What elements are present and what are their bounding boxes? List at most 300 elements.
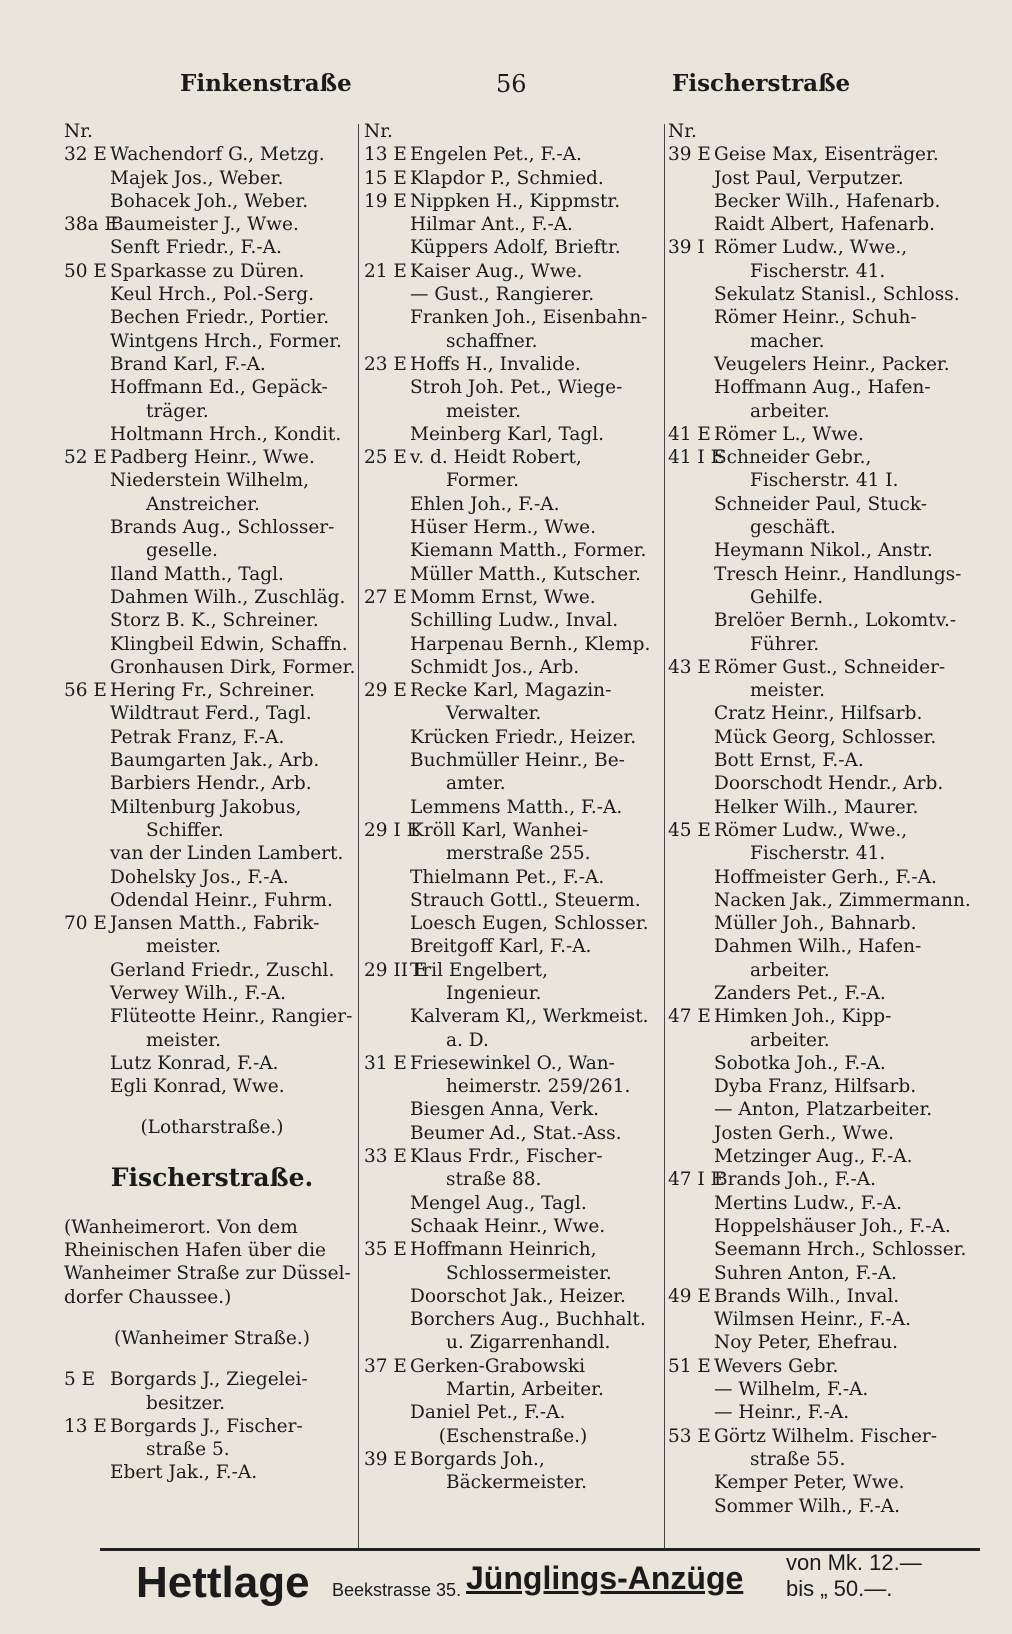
directory-entry — [64, 656, 360, 679]
directory-entry — [668, 190, 984, 213]
directory-entry — [668, 679, 984, 702]
entry-text: Ehlen Joh., F.-A. — [410, 493, 560, 515]
directory-entry — [364, 1029, 662, 1052]
house-number: 33 E — [364, 1146, 407, 1168]
entry-text: Suhren Anton, F.-A. — [714, 1262, 897, 1284]
house-number: 49 E — [668, 1285, 711, 1307]
entry-text: Borgards J., Ziegelei- — [110, 1369, 308, 1391]
entry-text: geschäft. — [750, 517, 836, 539]
entry-text: Dohelsky Jos., F.-A. — [110, 866, 289, 888]
directory-entry — [668, 749, 984, 772]
entry-text: Cratz Heinr., Hilfsarb. — [714, 703, 923, 725]
house-number: 25 E — [364, 447, 407, 469]
directory-entry — [64, 1415, 360, 1438]
directory-entry — [668, 1238, 984, 1261]
entry-text: Wildtraut Ferd., Tagl. — [110, 703, 312, 725]
directory-entry — [364, 1075, 662, 1098]
directory-entry — [668, 842, 984, 865]
entry-text: Klingbeil Edwin, Schaffn. — [110, 633, 348, 655]
spacer — [64, 1140, 360, 1158]
directory-entry — [668, 959, 984, 982]
entry-text: Klaus Frdr., Fischer- — [410, 1146, 603, 1168]
entry-text: Biesgen Anna, Verk. — [410, 1099, 600, 1121]
spacer — [64, 1350, 360, 1368]
entry-text: Padberg Heinr., Wwe. — [110, 447, 315, 469]
directory-entry — [364, 633, 662, 656]
directory-entry — [668, 306, 984, 329]
entry-text: Brands Aug., Schlosser- — [110, 517, 335, 539]
directory-entry — [64, 400, 360, 423]
directory-entry — [668, 726, 984, 749]
entry-text: Hüser Herm., Wwe. — [410, 517, 597, 539]
entry-text: Flüteotte Heinr., Rangier- — [110, 1006, 353, 1028]
entry-text: Former. — [446, 470, 519, 492]
directory-entry — [364, 190, 662, 213]
ad-price-to: bis „ 50.—. — [786, 1576, 893, 1601]
entry-text: Martin, Arbeiter. — [446, 1379, 604, 1401]
house-number: 38a E — [64, 214, 118, 236]
entry-text: Lutz Konrad, F.-A. — [110, 1052, 279, 1074]
entry-text: Storz B. K., Schreiner. — [110, 610, 319, 632]
entry-text: Himken Joh., Kipp- — [714, 1006, 892, 1028]
entry-text: Fischerstr. 41. — [750, 260, 886, 282]
directory-entry — [64, 236, 360, 259]
entry-text: geselle. — [146, 540, 218, 562]
entry-text: Führer. — [750, 633, 820, 655]
entry-text: Zanders Pet., F.-A. — [714, 982, 886, 1004]
entry-text: (Lotharstraße.) — [140, 1117, 284, 1139]
entry-text: Verwey Wilh., F.-A. — [110, 982, 286, 1004]
directory-entry — [668, 1331, 984, 1354]
directory-entry — [364, 1448, 662, 1471]
directory-entry — [64, 1438, 360, 1461]
entry-text: Brelöer Bernh., Lokomtv.- — [714, 610, 957, 632]
entry-text: Wintgens Hrch., Former. — [110, 330, 342, 352]
directory-entry — [668, 353, 984, 376]
house-number: 29 I E — [364, 819, 421, 841]
directory-entry — [364, 1005, 662, 1028]
directory-entry — [668, 236, 984, 259]
directory-entry — [668, 213, 984, 236]
entry-text: arbeiter. — [750, 959, 830, 981]
entry-text: Römer L., Wwe. — [714, 423, 864, 445]
directory-entry — [364, 283, 662, 306]
entry-text: u. Zigarrenhandl. — [446, 1332, 611, 1354]
directory-entry — [668, 1005, 984, 1028]
directory-entry — [364, 167, 662, 190]
entry-text: Jansen Matth., Fabrik- — [110, 913, 320, 935]
entry-text: — Anton, Platzarbeiter. — [714, 1099, 933, 1121]
entry-text: Majek Jos., Weber. — [110, 167, 284, 189]
entry-text: Wevers Gebr. — [714, 1355, 839, 1377]
directory-entry — [364, 400, 662, 423]
column-divider — [664, 124, 665, 1549]
house-number: 47 I E — [668, 1169, 725, 1191]
entry-text: meister. — [750, 680, 825, 702]
house-number: 23 E — [364, 353, 407, 375]
entry-text: Iland Matth., Tagl. — [110, 563, 284, 585]
entry-text: Gehilfe. — [750, 586, 824, 608]
entry-text: Hilmar Ant., F.-A. — [410, 214, 573, 236]
entry-text: Brands Joh., F.-A. — [714, 1169, 877, 1191]
directory-entry — [668, 516, 984, 539]
directory-entry — [64, 469, 360, 492]
entry-text: merstraße 255. — [446, 843, 591, 865]
directory-entry — [364, 959, 662, 982]
directory-entry — [364, 1285, 662, 1308]
entry-text: Schiffer. — [146, 819, 224, 841]
directory-column-1 — [64, 120, 360, 1485]
house-number: 70 E — [64, 913, 107, 935]
street-divider — [364, 1425, 662, 1448]
house-number: 50 E — [64, 260, 107, 282]
directory-entry — [364, 236, 662, 259]
entry-text: Wachendorf G., Metzg. — [110, 144, 325, 166]
entry-text: Hoffmann Heinrich, — [410, 1239, 597, 1261]
entry-text: Raidt Albert, Hafenarb. — [714, 214, 936, 236]
entry-text: Tresch Heinr., Handlungs- — [714, 563, 962, 585]
house-number: 51 E — [668, 1355, 711, 1377]
directory-entry — [64, 866, 360, 889]
entry-text: Ingenieur. — [446, 982, 542, 1004]
directory-entry — [364, 1331, 662, 1354]
directory-entry — [364, 563, 662, 586]
house-number: 29 E — [364, 680, 407, 702]
entry-text: Schneider Paul, Stuck- — [714, 493, 928, 515]
directory-entry — [64, 1075, 360, 1098]
directory-entry — [364, 1238, 662, 1261]
entry-text: Borgards Joh., — [410, 1448, 545, 1470]
entry-text: Loesch Eugen, Schlosser. — [410, 913, 649, 935]
entry-text: besitzer. — [146, 1392, 226, 1414]
directory-entry — [64, 1368, 360, 1391]
entry-text: amter. — [446, 773, 506, 795]
directory-entry — [64, 167, 360, 190]
directory-entry — [64, 1392, 360, 1415]
directory-entry — [364, 1052, 662, 1075]
entry-text: Miltenburg Jakobus, — [110, 796, 302, 818]
entry-text: Gerken-Grabowski — [410, 1355, 585, 1377]
house-number: 5 E — [64, 1369, 96, 1391]
entry-text: Doorschot Jak., Heizer. — [410, 1285, 626, 1307]
directory-entry — [668, 772, 984, 795]
header-left-street: Finkenstraße — [180, 70, 352, 97]
entry-text: Breitgoff Karl, F.-A. — [410, 936, 592, 958]
entry-text: Senft Friedr., F.-A. — [110, 237, 282, 259]
entry-text: Daniel Pet., F.-A. — [410, 1402, 566, 1424]
directory-entry — [364, 353, 662, 376]
directory-entry — [64, 912, 360, 935]
entry-text: Hoppelshäuser Joh., F.-A. — [714, 1215, 951, 1237]
entry-text: Seemann Hrch., Schlosser. — [714, 1239, 967, 1261]
directory-entry — [668, 796, 984, 819]
entry-text: Schmidt Jos., Arb. — [410, 656, 580, 678]
entry-text: Hoffmann Ed., Gepäck- — [110, 377, 328, 399]
directory-entry — [364, 726, 662, 749]
directory-entry — [364, 912, 662, 935]
entry-text: Kaiser Aug., Wwe. — [410, 260, 583, 282]
spacer — [64, 1098, 360, 1116]
directory-entry — [64, 982, 360, 1005]
directory-entry — [364, 1168, 662, 1191]
directory-entry — [668, 935, 984, 958]
house-number: 41 E — [668, 423, 711, 445]
directory-entry — [668, 469, 984, 492]
directory-entry — [364, 1401, 662, 1424]
entry-text: Buchmüller Heinr., Be- — [410, 750, 625, 772]
entry-text: Friesewinkel O., Wan- — [410, 1052, 615, 1074]
entry-text: Brand Karl, F.-A. — [110, 353, 266, 375]
directory-entry — [64, 190, 360, 213]
entry-text: Bohacek Joh., Weber. — [110, 190, 309, 212]
entry-text: Fischerstr. 41 I. — [750, 470, 899, 492]
directory-column-3 — [668, 120, 984, 1518]
entry-text: Kröll Karl, Wanhei- — [410, 819, 589, 841]
directory-entry — [668, 120, 984, 143]
entry-text: Holtmann Hrch., Kondit. — [110, 423, 342, 445]
directory-entry — [64, 1286, 360, 1309]
page-header — [0, 70, 1012, 110]
directory-entry — [64, 842, 360, 865]
directory-entry — [64, 749, 360, 772]
directory-entry — [64, 796, 360, 819]
directory-entry — [364, 469, 662, 492]
entry-text: (Wanheimerort. Von dem — [64, 1216, 298, 1238]
entry-text: Bechen Friedr., Portier. — [110, 307, 330, 329]
directory-entry — [668, 702, 984, 725]
entry-text: v. d. Heidt Robert, — [410, 447, 582, 469]
ad-slogan: Jünglings-Anzüge — [466, 1560, 744, 1596]
entry-text: Mengel Aug., Tagl. — [410, 1192, 587, 1214]
house-number: Nr. — [668, 121, 697, 142]
entry-text: arbeiter. — [750, 1029, 830, 1051]
directory-entry — [64, 633, 360, 656]
entry-text: Sobotka Joh., F.-A. — [714, 1052, 886, 1074]
street-divider — [64, 1116, 360, 1139]
entry-text: Geise Max, Eisenträger. — [714, 144, 939, 166]
entry-text: Sommer Wilh., F.-A. — [714, 1495, 900, 1517]
directory-entry — [364, 376, 662, 399]
house-number: 32 E — [64, 144, 107, 166]
entry-text: Schaak Heinr., Wwe. — [410, 1215, 606, 1237]
entry-text: Mertins Ludw., F.-A. — [714, 1192, 903, 1214]
entry-text: schaffner. — [446, 330, 538, 352]
entry-text: Hoffs H., Invalide. — [410, 353, 581, 375]
directory-entry — [64, 1461, 360, 1484]
directory-entry — [668, 400, 984, 423]
directory-entry — [64, 446, 360, 469]
entry-text: Barbiers Hendr., Arb. — [110, 773, 312, 795]
entry-text: Lemmens Matth., F.-A. — [410, 796, 623, 818]
directory-entry — [64, 143, 360, 166]
entry-text: Petrak Franz, F.-A. — [110, 726, 285, 748]
entry-text: Brands Wilh., Inval. — [714, 1285, 900, 1307]
house-number: 29 II E — [364, 959, 428, 981]
entry-text: Wilmsen Heinr., F.-A. — [714, 1309, 911, 1331]
directory-entry — [668, 609, 984, 632]
house-number: 37 E — [364, 1355, 407, 1377]
directory-entry — [364, 702, 662, 725]
directory-entry — [668, 1075, 984, 1098]
entry-text: Jost Paul, Verputzer. — [714, 167, 904, 189]
directory-entry — [64, 1262, 360, 1285]
directory-entry — [64, 586, 360, 609]
entry-text: Ebert Jak., F.-A. — [110, 1462, 258, 1484]
directory-entry — [668, 493, 984, 516]
directory-entry — [364, 306, 662, 329]
entry-text: van der Linden Lambert. — [110, 843, 344, 865]
entry-text: Verwalter. — [446, 703, 542, 725]
directory-entry — [668, 423, 984, 446]
directory-entry — [364, 213, 662, 236]
entry-text: — Gust., Rangierer. — [410, 284, 595, 306]
entry-text: Meinberg Karl, Tagl. — [410, 423, 605, 445]
directory-entry — [364, 1215, 662, 1238]
directory-entry — [668, 912, 984, 935]
entry-text: Bäckermeister. — [446, 1472, 587, 1494]
directory-entry — [668, 866, 984, 889]
house-number: 56 E — [64, 680, 107, 702]
directory-entry — [364, 842, 662, 865]
advertisement-banner — [100, 1550, 980, 1620]
directory-entry — [64, 889, 360, 912]
directory-entry — [364, 866, 662, 889]
entry-text: Müller Matth., Kutscher. — [410, 563, 641, 585]
house-number: 21 E — [364, 260, 407, 282]
entry-text: Sekulatz Stanisl., Schloss. — [714, 284, 960, 306]
directory-entry — [364, 423, 662, 446]
house-number: 39 E — [364, 1448, 407, 1470]
house-number: 39 E — [668, 144, 711, 166]
directory-entry — [64, 772, 360, 795]
directory-entry — [668, 376, 984, 399]
directory-column-2 — [364, 120, 662, 1495]
house-number: 19 E — [364, 190, 407, 212]
entry-text: Bott Ernst, F.-A. — [714, 750, 864, 772]
entry-text: Hoffmeister Gerh., F.-A. — [714, 866, 937, 888]
directory-entry — [668, 1285, 984, 1308]
entry-text: Heymann Nikol., Anstr. — [714, 540, 933, 562]
directory-entry — [64, 1052, 360, 1075]
entry-text: Römer Heinr., Schuh- — [714, 307, 917, 329]
entry-text: meister. — [146, 1029, 221, 1051]
directory-entry — [668, 1145, 984, 1168]
directory-entry — [668, 1098, 984, 1121]
entry-text: straße 5. — [146, 1439, 230, 1461]
ad-price-from: von Mk. 12.— — [786, 1550, 922, 1575]
directory-entry — [64, 819, 360, 842]
directory-entry — [364, 260, 662, 283]
directory-entry — [668, 283, 984, 306]
directory-entry — [64, 609, 360, 632]
directory-entry — [364, 749, 662, 772]
entry-text: Metzinger Aug., F.-A. — [714, 1146, 913, 1168]
spacer — [64, 1309, 360, 1327]
entry-text: Römer Ludw., Wwe., — [714, 819, 908, 841]
directory-entry — [668, 563, 984, 586]
directory-entry — [668, 1308, 984, 1331]
entry-text: — Heinr., F.-A. — [714, 1402, 850, 1424]
entry-text: Dyba Franz, Hilfsarb. — [714, 1076, 917, 1098]
entry-text: Recke Karl, Magazin- — [410, 680, 612, 702]
house-number: 31 E — [364, 1052, 407, 1074]
entry-text: Kiemann Matth., Former. — [410, 540, 647, 562]
entry-text: a. D. — [446, 1029, 489, 1051]
entry-text: Hoffmann Aug., Hafen- — [714, 377, 931, 399]
directory-entry — [364, 796, 662, 819]
directory-entry — [64, 353, 360, 376]
directory-entry — [64, 563, 360, 586]
directory-entry — [364, 772, 662, 795]
directory-entry — [668, 1029, 984, 1052]
directory-entry — [364, 1192, 662, 1215]
directory-entry — [64, 726, 360, 749]
directory-entry — [364, 1308, 662, 1331]
entry-text: Helker Wilh., Maurer. — [714, 796, 919, 818]
entry-text: Tril Engelbert, — [410, 959, 548, 981]
directory-entry — [64, 120, 360, 143]
directory-entry — [668, 167, 984, 190]
entry-text: Niederstein Wilhelm, — [110, 470, 310, 492]
directory-entry — [364, 1262, 662, 1285]
ad-brand: Hettlage — [136, 1558, 310, 1607]
entry-text: Rheinischen Hafen über die — [64, 1240, 326, 1262]
page-number: 56 — [496, 70, 527, 98]
entry-text: — Wilhelm, F.-A. — [714, 1379, 869, 1401]
directory-entry — [64, 330, 360, 353]
entry-text: Keul Hrch., Pol.-Serg. — [110, 284, 314, 306]
entry-text: Görtz Wilhelm. Fischer- — [714, 1425, 937, 1447]
directory-entry — [64, 516, 360, 539]
street-divider — [64, 1327, 360, 1350]
house-number: 13 E — [364, 144, 407, 166]
directory-entry — [668, 143, 984, 166]
directory-entry — [364, 493, 662, 516]
directory-entry — [364, 609, 662, 632]
entry-text: Römer Gust., Schneider- — [714, 656, 946, 678]
house-number: 52 E — [64, 447, 107, 469]
house-number: 13 E — [64, 1415, 107, 1437]
directory-entry — [364, 819, 662, 842]
directory-entry — [64, 679, 360, 702]
entry-text: arbeiter. — [750, 400, 830, 422]
entry-text: straße 55. — [750, 1448, 846, 1470]
house-number: 45 E — [668, 819, 711, 841]
directory-entry — [668, 1495, 984, 1518]
directory-entry — [668, 446, 984, 469]
house-number: 47 E — [668, 1006, 711, 1028]
entry-text: Gronhausen Dirk, Former. — [110, 656, 356, 678]
house-number: 53 E — [668, 1425, 711, 1447]
entry-text: Sparkasse zu Düren. — [110, 260, 305, 282]
entry-text: Becker Wilh., Hafenarb. — [714, 190, 941, 212]
entry-text: Doorschodt Hendr., Arb. — [714, 773, 944, 795]
directory-entry — [64, 959, 360, 982]
entry-text: Dahmen Wilh., Hafen- — [714, 936, 922, 958]
entry-text: (Wanheimer Straße.) — [114, 1327, 310, 1349]
directory-entry — [364, 120, 662, 143]
directory-entry — [364, 330, 662, 353]
house-number: 15 E — [364, 167, 407, 189]
header-right-street: Fischerstraße — [672, 70, 851, 97]
directory-entry — [668, 819, 984, 842]
directory-entry — [668, 1168, 984, 1191]
entry-text: Josten Gerh., Wwe. — [714, 1122, 895, 1144]
entry-text: Borchers Aug., Buchhalt. — [410, 1309, 646, 1331]
directory-entry — [668, 260, 984, 283]
directory-entry — [364, 679, 662, 702]
entry-text: meister. — [146, 936, 221, 958]
